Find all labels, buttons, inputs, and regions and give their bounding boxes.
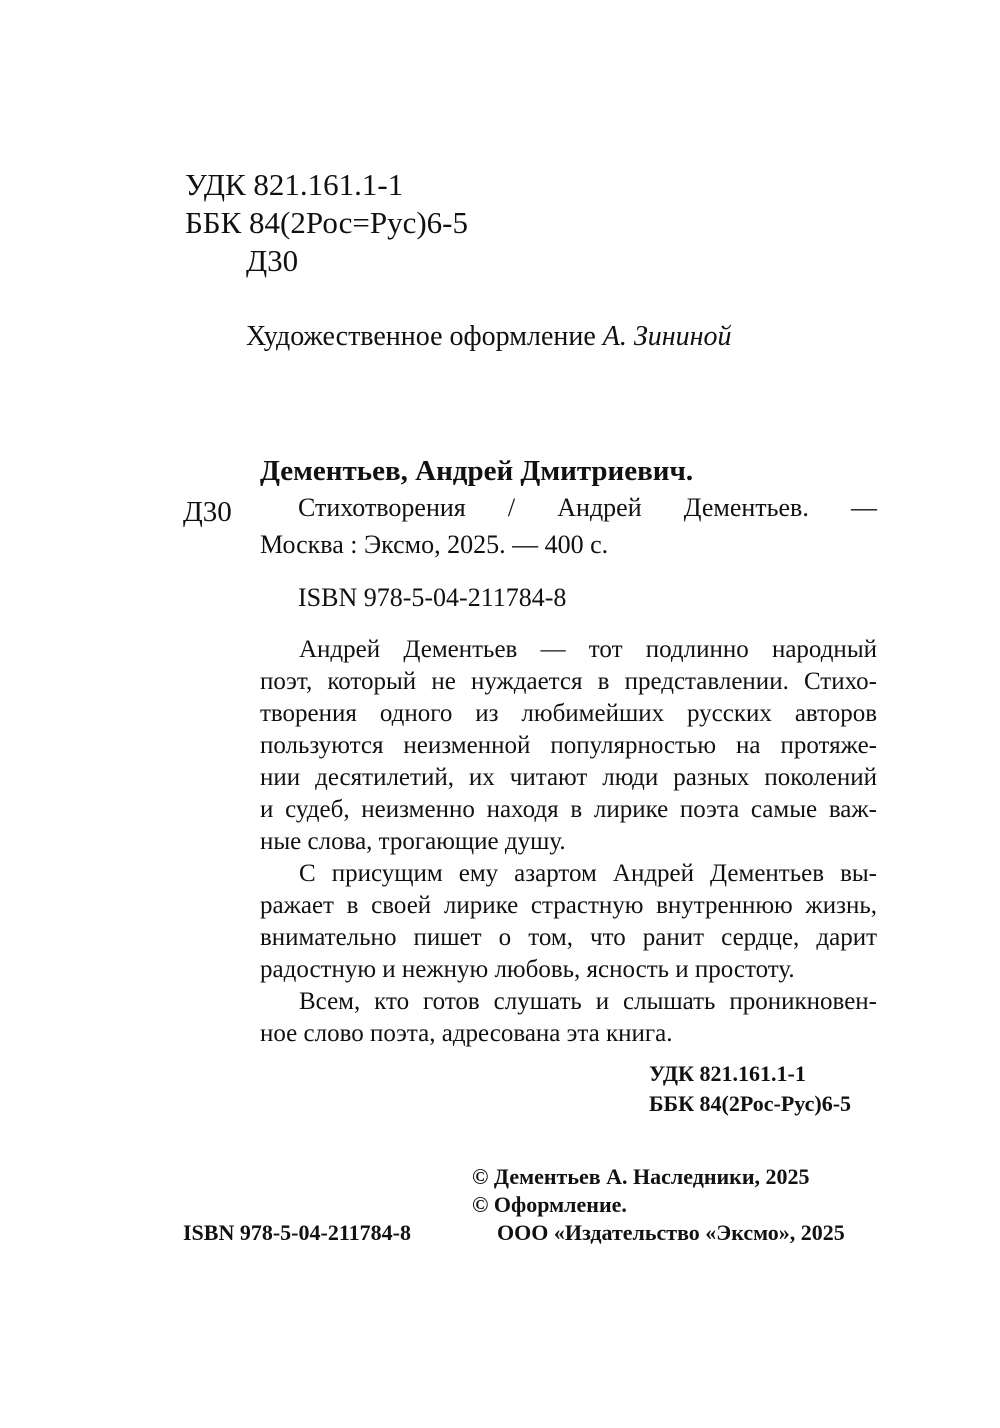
annotation-line: ражает в своей лирике страстную внутреннюю жизнь, bbox=[260, 892, 877, 919]
author-heading: Дементьев, Андрей Дмитриевич. bbox=[260, 455, 694, 487]
entry-isbn: ISBN 978-5-04-211784-8 bbox=[298, 583, 567, 612]
annotation-line: ное слово поэта, адресована эта книга. bbox=[260, 1020, 673, 1047]
annotation-line: Андрей Дементьев — тот подлинно народный bbox=[299, 636, 877, 663]
copyright-author: © Дементьев А. Наследники, 2025 bbox=[472, 1164, 810, 1189]
annotation-line: нии десятилетий, их читают люди разных поколений bbox=[260, 764, 877, 791]
annotation-line: С присущим ему азартом Андрей Дементьев вы- bbox=[299, 860, 877, 887]
design-credit-artist: А. Зининой bbox=[602, 321, 732, 352]
annotation-line: Всем, кто готов слушать и слышать проникновен- bbox=[299, 988, 877, 1015]
annotation-line: внимательно пишет о том, что ранит сердце, дарит bbox=[260, 924, 877, 951]
bbk-code: ББК 84(2Рос=Рус)6-5 bbox=[185, 205, 468, 240]
annotation-line: пользуются неизменной популярностью на протяже- bbox=[260, 732, 877, 759]
annotation-line: творения одного из любимейших русских авторов bbox=[260, 700, 877, 727]
copyright-design: © Оформление. bbox=[472, 1192, 627, 1217]
entry-title-line: Стихотворения / Андрей Дементьев. — bbox=[298, 493, 877, 522]
annotation-line: и судеб, неизменно находя в лирике поэта самые важ- bbox=[260, 796, 877, 823]
design-credit-label: Художественное оформление bbox=[246, 321, 596, 352]
design-credit bbox=[246, 319, 732, 355]
annotation-line: поэт, который не нуждается в представлении. Стихо- bbox=[260, 668, 877, 695]
udk-code: УДК 821.161.1-1 bbox=[185, 167, 404, 202]
annotation-line: ные слова, трогающие душу. bbox=[260, 828, 566, 855]
annotation-line: радостную и нежную любовь, ясность и простоту. bbox=[260, 956, 795, 983]
footer-udk-code: УДК 821.161.1-1 bbox=[649, 1061, 806, 1086]
author-mark: Д30 bbox=[246, 243, 299, 278]
footer-isbn: ISBN 978-5-04-211784-8 bbox=[183, 1220, 411, 1245]
entry-author-mark: Д30 bbox=[183, 496, 232, 528]
copyright-publisher: ООО «Издательство «Эксмо», 2025 bbox=[497, 1220, 845, 1245]
entry-imprint-line: Москва : Эксмо, 2025. — 400 с. bbox=[260, 530, 609, 559]
footer-bbk-code: ББК 84(2Рос-Рус)6-5 bbox=[649, 1091, 852, 1116]
